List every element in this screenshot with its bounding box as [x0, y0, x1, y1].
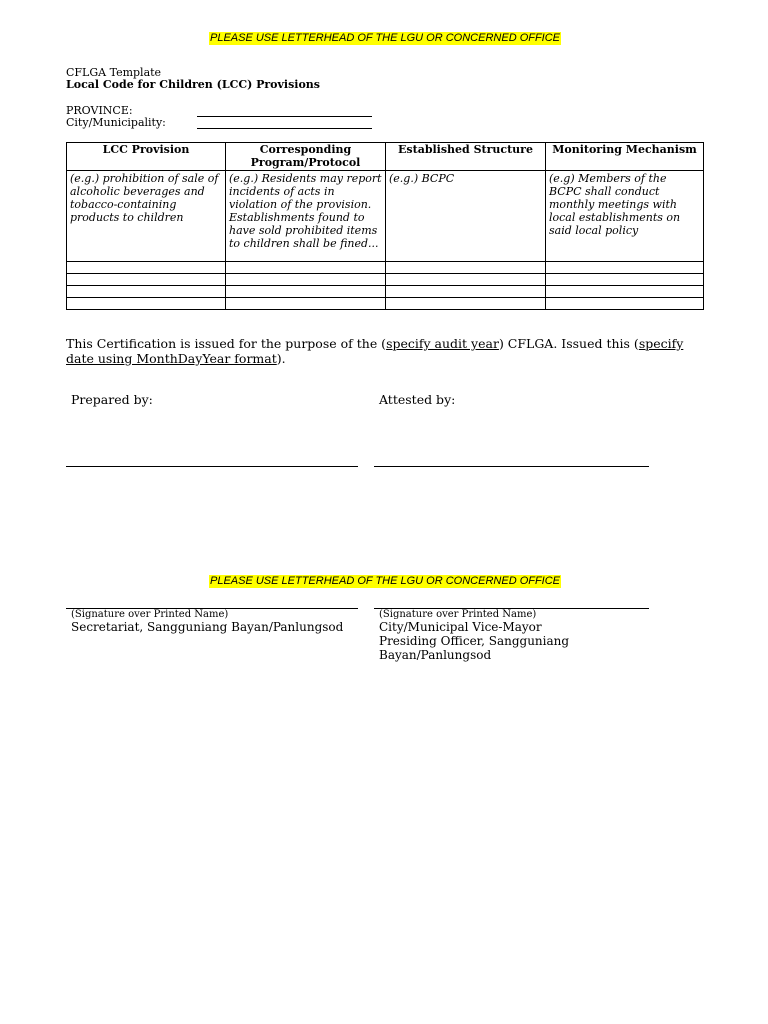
example-cell-program: (e.g.) Residents may report incidents of acts in violation of the provision. Establishments found to have sold prohibited items to children shall be fined... [226, 171, 386, 262]
lcc-provisions-table [66, 142, 704, 310]
column-header-established-structure: Established Structure [386, 143, 546, 171]
province-blank-line[interactable] [197, 116, 372, 117]
table-row [67, 298, 704, 310]
empty-cell[interactable] [546, 298, 704, 310]
certification-paragraph [66, 336, 696, 366]
empty-cell[interactable] [67, 262, 226, 274]
example-cell-structure: (e.g.) BCPC [386, 171, 546, 262]
left-signatory-role: Secretariat, Sangguniang Bayan/Panlungsod [71, 620, 344, 634]
certification-text-1: This Certification is issued for the purpose of the ( [66, 336, 387, 351]
table-row [67, 262, 704, 274]
province-label: PROVINCE: [66, 104, 133, 117]
right-signatory-role-line1: City/Municipal Vice-Mayor [379, 620, 542, 634]
right-signature-caption: (Signature over Printed Name) [379, 609, 537, 620]
empty-cell[interactable] [226, 286, 386, 298]
column-header-monitoring-mechanism: Monitoring Mechanism [546, 143, 704, 171]
empty-cell[interactable] [546, 262, 704, 274]
empty-cell[interactable] [546, 286, 704, 298]
example-row [67, 171, 704, 262]
empty-cell[interactable] [226, 262, 386, 274]
empty-cell[interactable] [386, 274, 546, 286]
city-municipality-label: City/Municipality: [66, 116, 166, 129]
date-format-placeholder: specify date using MonthDayYear format [66, 336, 684, 366]
prepared-by-label: Prepared by: [71, 392, 153, 407]
attested-by-signature-line[interactable] [374, 466, 649, 467]
empty-cell[interactable] [67, 298, 226, 310]
empty-cell[interactable] [226, 274, 386, 286]
audit-year-placeholder: specify audit year [386, 336, 499, 351]
empty-cell[interactable] [386, 298, 546, 310]
right-signatory-role-line2: Presiding Officer, Sangguniang Bayan/Panlungsod [379, 634, 570, 662]
empty-cell[interactable] [386, 262, 546, 274]
prepared-by-signature-line[interactable] [66, 466, 358, 467]
empty-cell[interactable] [67, 286, 226, 298]
table-row [67, 274, 704, 286]
letterhead-notice-top: PLEASE USE LETTERHEAD OF THE LGU OR CONCERNED OFFICE [210, 32, 561, 44]
template-label: CFLGA Template [66, 66, 162, 79]
city-municipality-blank-line[interactable] [197, 128, 372, 129]
letterhead-notice-bottom: PLEASE USE LETTERHEAD OF THE LGU OR CONCERNED OFFICE [210, 575, 561, 587]
table-row [67, 286, 704, 298]
empty-cell[interactable] [226, 298, 386, 310]
document-title: Local Code for Children (LCC) Provisions [66, 78, 320, 91]
empty-cell[interactable] [386, 286, 546, 298]
empty-cell[interactable] [546, 274, 704, 286]
example-cell-monitoring: (e.g) Members of the BCPC shall conduct monthly meetings with local establishments on said local policy [546, 171, 704, 262]
attested-by-label: Attested by: [379, 392, 456, 407]
column-header-program-protocol: Corresponding Program/Protocol [226, 143, 386, 171]
empty-cell[interactable] [67, 274, 226, 286]
column-header-lcc-provision: LCC Provision [67, 143, 226, 171]
certification-text-3: ). [276, 351, 286, 366]
certification-text-2: ) CFLGA. Issued this ( [498, 336, 639, 351]
example-cell-provision: (e.g.) prohibition of sale of alcoholic beverages and tobacco-containing products to children [67, 171, 226, 262]
left-signature-caption: (Signature over Printed Name) [71, 609, 229, 620]
table-header-row [67, 143, 704, 171]
